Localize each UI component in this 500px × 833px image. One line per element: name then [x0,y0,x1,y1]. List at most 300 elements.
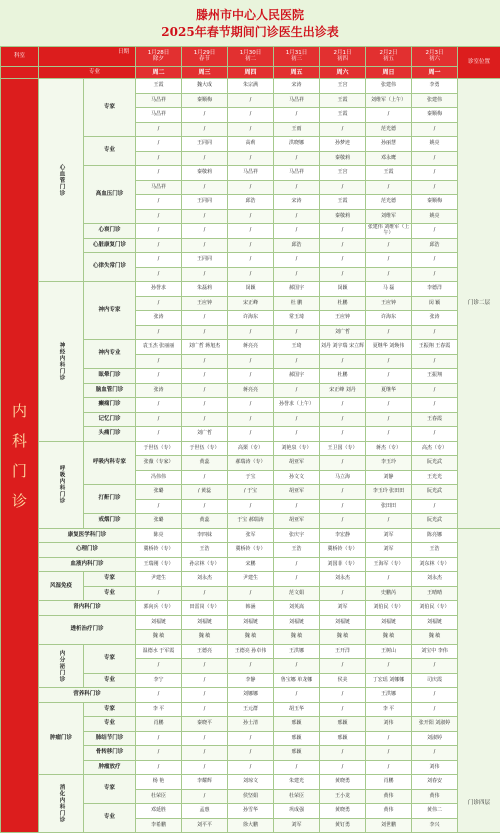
doctor-cell: / [274,499,320,514]
doctor-cell: / [412,427,458,442]
doctor-cell: / [320,238,366,253]
doctor-cell: / [182,122,228,137]
doctor-cell: 黄蕊 [182,514,228,529]
department-name: 心理门诊 [39,543,136,558]
doctor-cell: 刘福链 [136,615,182,630]
doctor-cell: / [412,151,458,166]
doctor-cell: / [412,354,458,369]
doctor-cell: 宋涛 [274,79,320,94]
doctor-cell: / [366,267,412,282]
doctor-cell: 朱磊莉 [182,282,228,297]
doctor-cell: 王光光 [412,470,458,485]
department-name: 心血管门诊 [39,79,84,282]
doctor-cell: 肖鹏 [366,775,412,790]
doctor-cell: 邓永鹰 [366,151,412,166]
doctor-cell: / [182,673,228,688]
doctor-cell: 刘春安 [412,775,458,790]
doctor-cell: / [182,470,228,485]
doctor-cell: 刘福链 [182,615,228,630]
doctor-cell: 夏继华 刘焕伟 [366,340,412,355]
doctor-cell: 徐大鹏 [228,818,274,833]
doctor-cell: 侯美 [320,673,366,688]
doctor-cell: 王晴晴 [412,586,458,601]
doctor-cell: 于世伍（专） [136,441,182,456]
doctor-cell: 阮光武 [412,514,458,529]
doctor-cell: 蒋亮亮 [228,383,274,398]
doctor-cell: 郝国宇 [274,369,320,384]
doctor-cell: / [182,267,228,282]
table-row [1,572,500,587]
doctor-cell: / [412,383,458,398]
specialty-name: 心律失常门诊 [84,253,136,282]
doctor-cell: / [182,688,228,703]
doctor-cell: 王同同 [182,253,228,268]
doctor-cell: 蒋杰（专） [366,441,412,456]
doctor-cell: / [182,238,228,253]
doctor-cell: / [228,209,274,224]
doctor-cell: 高杰（专） [412,441,458,456]
table-row [1,775,500,790]
doctor-cell: 孟惠 [182,804,228,819]
doctor-cell: 冀桥铃（专） [136,543,182,558]
doctor-cell: / [136,354,182,369]
doctor-cell: 冀桥铃（专） [320,543,366,558]
doctor-cell: 刘伯民（专） [412,601,458,616]
doctor-cell: 刘艳泉（专） [274,441,320,456]
doctor-cell: 王瑞刚（专） [136,557,182,572]
date-text: 2月3日 [425,50,444,56]
date-text: 2月2日 [379,50,398,56]
doctor-cell: / [182,731,228,746]
doctor-cell: 王洪娜 [366,688,412,703]
doctor-cell: 冀桥铃（专） [228,543,274,558]
specialty-name: 打鼾门诊 [84,485,136,514]
doctor-cell: 张薇（专家） [136,456,182,471]
table-row [1,79,500,94]
doctor-cell: 刘福链 [412,615,458,630]
doctor-cell: 王应钟 [182,296,228,311]
doctor-cell: / [274,209,320,224]
doctor-cell: 孙士清 [228,717,274,732]
doctor-cell: / [136,427,182,442]
doctor-cell: / [320,354,366,369]
specialty-name: 心衰门诊 [84,224,136,239]
weekday-header-row [1,67,500,79]
doctor-cell: 陈亮娜 [412,528,458,543]
department-name: 康复医学科门诊 [39,528,136,543]
doctor-cell: 王应钟 [320,311,366,326]
date-col-7 [412,47,458,67]
table-row [1,688,500,703]
doctor-cell: / [412,398,458,413]
doctor-cell: / [182,151,228,166]
doctor-cell: / [136,267,182,282]
doctor-cell: 孙雪华 [228,804,274,819]
doctor-cell: / [320,499,366,514]
clinic-location: 门诊四层 [458,528,500,833]
doctor-cell: 刘永杰 [320,572,366,587]
doctor-cell: 王同同 [182,195,228,210]
doctor-cell: 马昌祥 [136,108,182,123]
specialty-name: 肺结节门诊 [84,731,136,746]
doctor-cell: / [412,659,458,674]
department-name: 透析治疗门诊 [39,615,136,644]
doctor-cell: / [182,209,228,224]
doctor-cell: / [136,253,182,268]
doctor-cell: / [182,369,228,384]
date-text: 1月30日 [239,50,262,56]
doctor-cell: 马昌祥 [136,93,182,108]
date-col-4 [274,47,320,67]
doctor-cell: / [136,586,182,601]
doctor-cell: 邢颖 [320,731,366,746]
doctor-cell: / [366,354,412,369]
doctor-cell: 史鹏芮 [366,586,412,601]
specialty-name: 戒烟门诊 [84,514,136,529]
doctor-cell: 李四妹 [182,528,228,543]
big-department-char: 诊 [11,491,27,510]
doctor-cell: 王琦 [274,340,320,355]
doctor-cell: / [136,209,182,224]
doctor-cell: / [182,789,228,804]
doctor-cell: 尹建生 [228,572,274,587]
doctor-cell: 宋涛 [274,195,320,210]
doctor-cell: / [228,499,274,514]
doctor-cell: 郝国宇 [274,282,320,297]
doctor-cell: / [136,325,182,340]
doctor-cell: / [136,760,182,775]
doctor-cell: 王德亮 [182,644,228,659]
doctor-cell: / [274,224,320,239]
table-row [1,601,500,616]
location-header: 诊室位置 [458,47,500,79]
doctor-cell: / [320,485,366,500]
doctor-cell: 魏 敏 [274,630,320,645]
doctor-cell: / [412,325,458,340]
doctor-cell: / [320,180,366,195]
doctor-cell: 邢颖 [320,717,366,732]
doctor-cell: 刘伟 [366,717,412,732]
specialty-name: 骨转移门诊 [84,746,136,761]
doctor-cell: / [366,746,412,761]
doctor-cell: 秦敬莉 [320,209,366,224]
doctor-cell: 孙誉求 [136,282,182,297]
doctor-cell: / [228,746,274,761]
doctor-cell: 郭向兵（专） [136,601,182,616]
doctor-cell: / [136,499,182,514]
doctor-cell: 于宝 [228,470,274,485]
holiday-text: 初四 [336,55,348,62]
doctor-cell: / [228,238,274,253]
doctor-cell: / [182,354,228,369]
doctor-cell: 张涛 [136,383,182,398]
doctor-cell: 李德洋 [412,282,458,297]
weekday-2: 周三 [182,67,228,79]
doctor-cell: 王宫 [320,79,366,94]
doctor-cell: / [320,760,366,775]
doctor-cell: 马昌祥 [228,166,274,181]
doctor-cell: 杨 艳 [136,775,182,790]
table-row [1,441,500,456]
doctor-cell: 王春霞 [412,412,458,427]
doctor-cell: / [320,122,366,137]
table-row [1,644,500,659]
department-name: 呼吸内科门诊 [39,441,84,528]
doctor-cell: / [136,151,182,166]
doctor-cell: / [228,369,274,384]
doctor-cell: 孙文文 [274,470,320,485]
doctor-cell: 张建伟 [412,93,458,108]
specialty-name: 专业 [84,804,136,833]
doctor-cell: 王浩 [412,543,458,558]
doctor-cell: / [182,659,228,674]
doctor-cell: 蒋亮亮 [228,340,274,355]
doctor-cell: 马昌祥 [136,180,182,195]
department-name: 内分泌门诊 [39,644,84,688]
doctor-cell: / [136,224,182,239]
table-row [1,282,500,297]
doctor-cell: 孙梦迹 [320,137,366,152]
doctor-cell: / [228,224,274,239]
doctor-cell: 刘国菲（专） [320,557,366,572]
doctor-cell: / [366,369,412,384]
doctor-cell: 王霞 [136,79,182,94]
doctor-cell: 肖鹏 [136,717,182,732]
doctor-cell: / [366,253,412,268]
doctor-cell: 杜荣臣 [274,789,320,804]
weekday-1: 周二 [136,67,182,79]
doctor-cell: / [274,688,320,703]
weekday-3: 周四 [228,67,274,79]
doctor-cell: / [182,746,228,761]
doctor-cell: 闵颖 [320,282,366,297]
doctor-cell: 秦顺梅 [412,195,458,210]
doctor-cell: 韩涵 [228,601,274,616]
doctor-cell: / [366,108,412,123]
doctor-cell: 邱浩 [228,195,274,210]
doctor-cell: 阮光武 [412,485,458,500]
doctor-cell: 黄晓勇 [320,775,366,790]
doctor-cell: 秦晓平 [182,717,228,732]
doctor-cell: 张建伟 [366,79,412,94]
doctor-cell: 李耀辉 [182,775,228,790]
doctor-cell: 于宝 郝瑞涛 [228,514,274,529]
doctor-cell: 王振翔 [412,369,458,384]
doctor-cell: 王振翔 王春霞 [412,340,458,355]
date-text: 1月28日 [147,50,170,56]
doctor-cell: 张璐 [136,485,182,500]
doctor-cell: / [136,659,182,674]
doctor-cell: / [274,427,320,442]
doctor-cell: / [274,354,320,369]
date-col-1 [136,47,182,67]
doctor-cell: / [182,180,228,195]
doctor-cell: / [320,514,366,529]
specialty-name: 神内专家 [84,282,136,340]
schedule-title: 2025年春节期间门诊医生出诊表 [161,25,339,39]
doctor-cell: / [320,412,366,427]
doctor-cell: 黄伟 [366,789,412,804]
weekday-7: 周一 [412,67,458,79]
doctor-cell: 刘军 [366,528,412,543]
holiday-text: 除夕 [152,55,164,62]
doctor-cell: 黄伟 [412,789,458,804]
doctor-cell: 刘福链 [228,615,274,630]
doctor-cell: 胡亚军 [274,514,320,529]
doctor-cell: 常玉琦 [274,311,320,326]
doctor-cell: / [274,325,320,340]
doctor-cell: 李勇 [412,79,458,94]
date-header-row [1,47,500,67]
doctor-cell: / [412,122,458,137]
doctor-cell: 刘东林（专） [412,557,458,572]
doctor-cell: 宋正峰 [228,296,274,311]
specialty-name: 高血压门诊 [84,166,136,224]
doctor-cell: / [136,166,182,181]
doctor-cell: 刘广哲 蒋旭杰 [182,340,228,355]
doctor-cell: 魏大成 [182,79,228,94]
doctor-cell: / [182,311,228,326]
doctor-cell: / [274,108,320,123]
doctor-cell: 刘英嵩 [274,601,320,616]
doctor-cell: / [228,253,274,268]
date-text: 2月1日 [333,50,352,56]
page-header [0,0,500,46]
doctor-cell: / [136,731,182,746]
doctor-cell: / [274,557,320,572]
specialty-name: 专家 [84,572,136,587]
specialty-name: 头痛门诊 [84,427,136,442]
doctor-cell: 杜鹏 [320,369,366,384]
doctor-cell: 王小龙 [320,789,366,804]
doctor-cell: / [412,702,458,717]
doctor-cell: / [136,369,182,384]
doctor-cell: 阮光武 [412,456,458,471]
doctor-cell: 魏 敏 [228,630,274,645]
doctor-cell: 邢颖 [274,717,320,732]
doctor-cell: / [412,180,458,195]
specialty-name: 专业 [84,137,136,166]
doctor-cell: / [274,383,320,398]
doctor-cell: / [274,412,320,427]
doctor-cell: / [182,108,228,123]
doctor-cell: / [182,412,228,427]
doctor-cell: / [320,688,366,703]
doctor-cell: 刘娜娜 [228,688,274,703]
doctor-cell: / [136,137,182,152]
doctor-cell: / [274,267,320,282]
doctor-cell: / [320,586,366,601]
doctor-cell: 王浩 [274,543,320,558]
doctor-cell: 张涛 [136,311,182,326]
doctor-cell: 邱浩 [274,238,320,253]
doctor-cell: 刘永杰 [412,572,458,587]
weekday-4: 周五 [274,67,320,79]
dept-header: 科室 [1,47,39,67]
specialty-name: 呼吸内科专家 [84,441,136,485]
doctor-cell: 王洪娜 [274,644,320,659]
doctor-cell: 张田田 [366,499,412,514]
doctor-cell: 王元群 [228,702,274,717]
doctor-cell: / [274,659,320,674]
doctor-cell: / [274,760,320,775]
doctor-cell: / [228,122,274,137]
doctor-cell: / [228,325,274,340]
doctor-cell: / [136,412,182,427]
specialty-name: 神内专业 [84,340,136,369]
doctor-cell: 王开洋 [320,644,366,659]
date-label: 日期 [117,49,129,55]
doctor-cell: / [412,253,458,268]
doctor-cell: 李静 [228,673,274,688]
doctor-cell: / [228,108,274,123]
table-row [1,543,500,558]
doctor-cell: 胡亚军 [274,456,320,471]
big-department-char: 科 [11,431,27,450]
table-row [1,615,500,630]
doctor-cell: / [228,412,274,427]
doctor-cell: / [136,238,182,253]
doctor-cell: / [366,325,412,340]
schedule-body [1,79,500,833]
doctor-cell: 李宁 [136,673,182,688]
doctor-cell: 魏 敏 [320,630,366,645]
doctor-cell: 刘维军 [366,209,412,224]
doctor-cell: / [320,253,366,268]
doctor-cell: / [320,456,366,471]
doctor-cell: 姚亮 [412,209,458,224]
doctor-cell: / [412,267,458,282]
doctor-cell: 刘永杰 [182,572,228,587]
doctor-cell: 李玉玲 [366,456,412,471]
doctor-cell: 姚亮 [412,137,458,152]
doctor-cell: / [366,398,412,413]
doctor-cell: / [182,325,228,340]
doctor-cell: / [228,180,274,195]
specialty-name: 专业 [84,717,136,732]
doctor-cell: 刘福链 [366,615,412,630]
doctor-cell: 魏 敏 [182,630,228,645]
department-name: 血液内科门诊 [39,557,136,572]
date-text: 1月29日 [193,50,216,56]
doctor-cell: 秦敬莉 [182,166,228,181]
specialty-name: 记忆门诊 [84,412,136,427]
doctor-cell: / [228,760,274,775]
doctor-cell: / [182,702,228,717]
doctor-cell: 陈亮 [136,528,182,543]
doctor-cell: 王浩 [182,543,228,558]
doctor-cell: 刘军 [366,543,412,558]
doctor-cell: 黄伟二 [412,804,458,819]
doctor-cell: 张建伟 刘维军（上午） [366,224,412,239]
doctor-cell: 刘伟 [412,760,458,775]
doctor-cell: 刘军 [274,818,320,833]
specialty-name: 眩晕门诊 [84,369,136,384]
doctor-cell: 尹建生 [136,572,182,587]
hospital-name: 滕州市中心人民医院 [195,8,304,22]
doctor-cell: 王应钟 [366,296,412,311]
doctor-cell: / [366,572,412,587]
doctor-cell: 于世伍（专） [182,441,228,456]
department-name: 消化内科门诊 [39,775,84,833]
header-corner [39,47,136,67]
doctor-cell: 胡玉华 [274,702,320,717]
doctor-cell: 王霞 [366,166,412,181]
specialty-name: 专家 [84,702,136,717]
doctor-cell: 刘琼文 [228,775,274,790]
holiday-text: 初六 [428,55,440,62]
date-col-3 [228,47,274,67]
